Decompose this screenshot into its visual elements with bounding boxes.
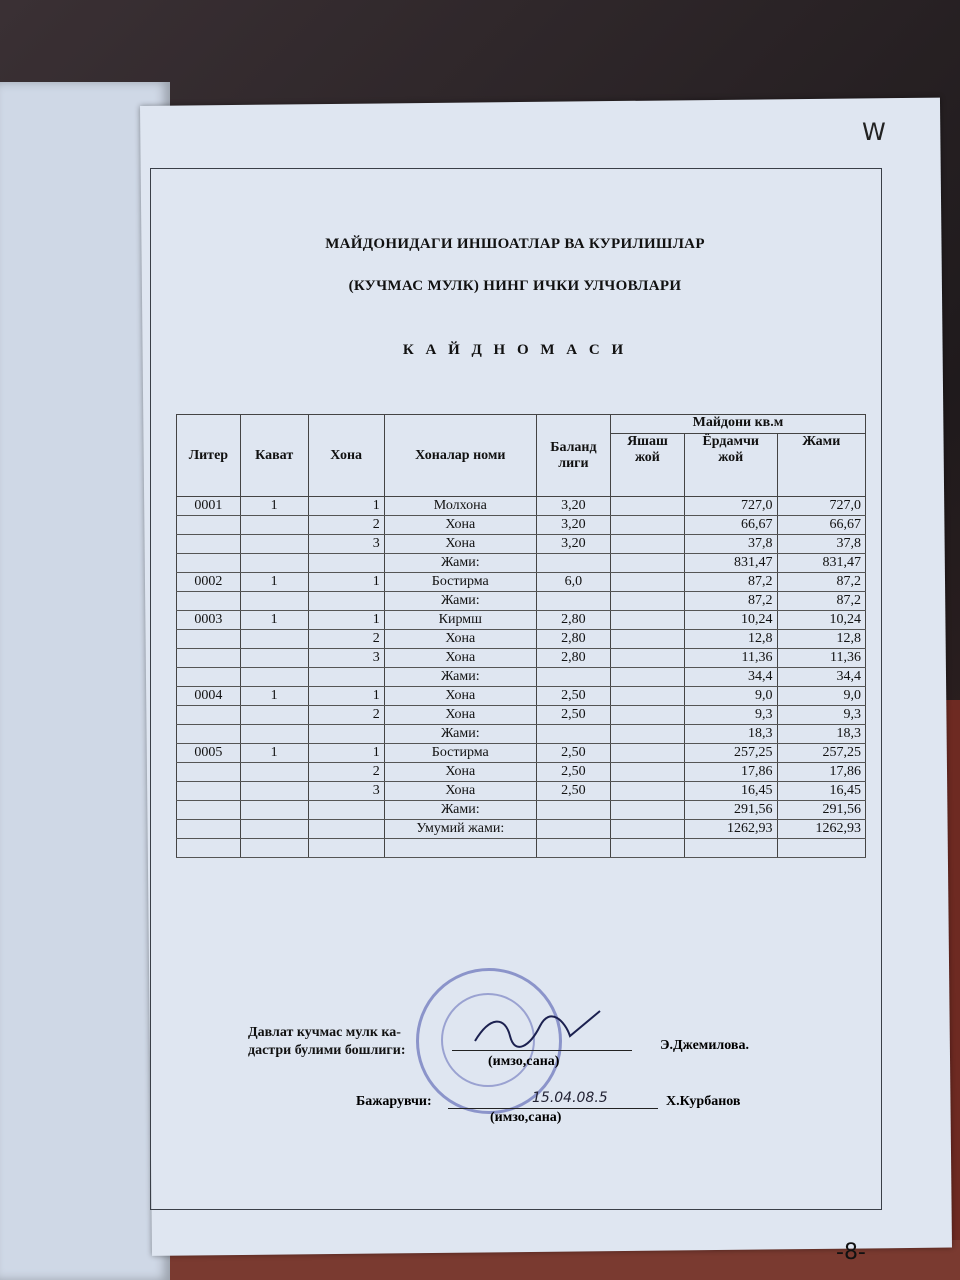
table-row	[177, 497, 866, 516]
cell-yord: 831,47	[684, 554, 777, 573]
cell-kavat	[240, 630, 308, 649]
cell-yord: 11,36	[684, 649, 777, 668]
cell-kavat: 1	[240, 744, 308, 763]
cell-yash	[610, 611, 684, 630]
cell-jami: 831,47	[777, 554, 866, 573]
cell-yord: 17,86	[684, 763, 777, 782]
header-xonalar-nomi: Хоналар номи	[384, 415, 536, 497]
table-row	[177, 516, 866, 535]
header-maydoni: Майдони кв.м	[610, 415, 865, 434]
cell-nomi: Бостирма	[384, 744, 536, 763]
title-line-3: К А Й Д Н О М А С И	[402, 342, 628, 358]
cell-kavat	[240, 592, 308, 611]
cell-bal: 2,80	[536, 630, 610, 649]
cell-yash	[610, 763, 684, 782]
cell-yord: 10,24	[684, 611, 777, 630]
cell-jami: 257,25	[777, 744, 866, 763]
cell-bal: 6,0	[536, 573, 610, 592]
cell-xona: 2	[308, 630, 384, 649]
table-row	[177, 839, 866, 858]
cell-bal: 2,50	[536, 782, 610, 801]
cell-xona: 3	[308, 649, 384, 668]
table-row	[177, 592, 866, 611]
cell-xona	[308, 801, 384, 820]
header-yashash: Яшаш жой	[610, 434, 684, 497]
cell-yash	[610, 668, 684, 687]
table-row	[177, 725, 866, 744]
cell-liter	[177, 763, 241, 782]
cell-jami: 291,56	[777, 801, 866, 820]
cell-bal	[536, 820, 610, 839]
cell-liter: 0002	[177, 573, 241, 592]
cell-xona	[308, 668, 384, 687]
cell-yord: 18,3	[684, 725, 777, 744]
cell-yord: 12,8	[684, 630, 777, 649]
cell-xona: 3	[308, 782, 384, 801]
cell-kavat	[240, 554, 308, 573]
header-xona: Хона	[308, 415, 384, 497]
cell-liter: 0005	[177, 744, 241, 763]
cell-bal	[536, 554, 610, 573]
cell-yash	[610, 497, 684, 516]
cell-xona: 1	[308, 497, 384, 516]
table-row	[177, 763, 866, 782]
cell-nomi: Хона	[384, 687, 536, 706]
signer-2-label: Бажарувчи:	[356, 1094, 432, 1109]
cell-bal: 3,20	[536, 535, 610, 554]
table-row	[177, 706, 866, 725]
cell-nomi: Жами:	[384, 554, 536, 573]
signer-1-caption: (имзо,сана)	[488, 1054, 560, 1069]
cell-jami: 37,8	[777, 535, 866, 554]
cell-liter	[177, 554, 241, 573]
cell-nomi: Жами:	[384, 592, 536, 611]
cell-kavat	[240, 516, 308, 535]
cell-jami: 12,8	[777, 630, 866, 649]
cell-yord: 87,2	[684, 592, 777, 611]
header-kavat: Кават	[240, 415, 308, 497]
cell-yord: 87,2	[684, 573, 777, 592]
cell-xona	[308, 554, 384, 573]
table-row	[177, 611, 866, 630]
cell-nomi: Хона	[384, 782, 536, 801]
cell-xona	[308, 839, 384, 858]
cell-nomi: Хона	[384, 763, 536, 782]
cell-kavat	[240, 706, 308, 725]
cell-liter	[177, 630, 241, 649]
cell-nomi: Хона	[384, 535, 536, 554]
cell-nomi: Умумий жами:	[384, 820, 536, 839]
cell-yash	[610, 535, 684, 554]
cell-jami: 1262,93	[777, 820, 866, 839]
cell-bal: 2,80	[536, 611, 610, 630]
table-row	[177, 668, 866, 687]
signer-2-caption: (имзо,сана)	[490, 1110, 562, 1125]
cell-yord: 34,4	[684, 668, 777, 687]
cell-xona: 1	[308, 687, 384, 706]
table-body	[177, 497, 866, 858]
cell-bal: 2,80	[536, 649, 610, 668]
table-row	[177, 554, 866, 573]
cell-liter	[177, 649, 241, 668]
header-yordamchi: Ёрдамчи жой	[684, 434, 777, 497]
cell-xona: 2	[308, 706, 384, 725]
cell-yord: 291,56	[684, 801, 777, 820]
cell-jami: 18,3	[777, 725, 866, 744]
signature-line-1	[452, 1050, 632, 1051]
cell-yord: 1262,93	[684, 820, 777, 839]
cell-jami: 87,2	[777, 573, 866, 592]
cell-liter	[177, 801, 241, 820]
cell-liter: 0004	[177, 687, 241, 706]
cell-yash	[610, 630, 684, 649]
cell-liter	[177, 592, 241, 611]
cell-nomi: Жами:	[384, 801, 536, 820]
cell-kavat	[240, 782, 308, 801]
signature-1	[470, 1006, 610, 1056]
signer-1-label-line-1: Давлат кучмас мулк ка-	[248, 1025, 401, 1040]
cell-yash	[610, 839, 684, 858]
table-row	[177, 801, 866, 820]
cell-xona	[308, 820, 384, 839]
corner-mark: W	[862, 118, 886, 146]
cell-kavat: 1	[240, 611, 308, 630]
header-jami: Жами	[777, 434, 866, 497]
signer-2-name: Х.Курбанов	[666, 1094, 741, 1109]
cell-jami: 9,0	[777, 687, 866, 706]
cell-bal	[536, 725, 610, 744]
cell-kavat	[240, 820, 308, 839]
cell-yord: 727,0	[684, 497, 777, 516]
cell-liter	[177, 668, 241, 687]
cell-yord: 37,8	[684, 535, 777, 554]
cell-yash	[610, 706, 684, 725]
cell-jami: 16,45	[777, 782, 866, 801]
cell-yash	[610, 782, 684, 801]
cell-liter	[177, 535, 241, 554]
cell-liter	[177, 820, 241, 839]
cell-jami: 34,4	[777, 668, 866, 687]
cell-jami: 11,36	[777, 649, 866, 668]
cell-yord: 9,3	[684, 706, 777, 725]
cell-yord: 66,67	[684, 516, 777, 535]
table-row	[177, 630, 866, 649]
header-balandligi: Баланд лиги	[536, 415, 610, 497]
cell-liter	[177, 516, 241, 535]
cell-liter	[177, 839, 241, 858]
cell-liter	[177, 725, 241, 744]
cell-xona: 1	[308, 744, 384, 763]
cell-yash	[610, 820, 684, 839]
cell-kavat	[240, 668, 308, 687]
cell-nomi: Кирмш	[384, 611, 536, 630]
cell-yord	[684, 839, 777, 858]
cell-kavat	[240, 839, 308, 858]
cell-jami: 727,0	[777, 497, 866, 516]
signer-2-date: 15.04.08.5	[532, 1090, 608, 1106]
table-row	[177, 649, 866, 668]
measurements-table	[176, 414, 866, 858]
cell-yash	[610, 725, 684, 744]
title-line-2: (КУЧМАС МУЛК) НИНГ ИЧКИ УЛЧОВЛАРИ	[348, 278, 682, 294]
table-row	[177, 820, 866, 839]
cell-bal	[536, 668, 610, 687]
signature-line-2	[448, 1108, 658, 1109]
cell-kavat: 1	[240, 497, 308, 516]
cell-nomi: Хона	[384, 630, 536, 649]
cell-bal	[536, 839, 610, 858]
cell-kavat	[240, 725, 308, 744]
cell-kavat: 1	[240, 573, 308, 592]
cell-nomi: Хона	[384, 706, 536, 725]
cell-yord: 9,0	[684, 687, 777, 706]
cell-bal: 2,50	[536, 744, 610, 763]
page-number: -8-	[836, 1240, 866, 1265]
cell-xona: 2	[308, 763, 384, 782]
table-row	[177, 744, 866, 763]
cell-jami	[777, 839, 866, 858]
cell-jami: 10,24	[777, 611, 866, 630]
cell-jami: 17,86	[777, 763, 866, 782]
cell-yash	[610, 801, 684, 820]
cell-kavat: 1	[240, 687, 308, 706]
cell-jami: 66,67	[777, 516, 866, 535]
cell-jami: 9,3	[777, 706, 866, 725]
cell-kavat	[240, 535, 308, 554]
cell-liter	[177, 706, 241, 725]
cell-nomi: Хона	[384, 516, 536, 535]
cell-xona: 1	[308, 611, 384, 630]
cell-yord: 16,45	[684, 782, 777, 801]
table-row	[177, 573, 866, 592]
cell-bal: 2,50	[536, 687, 610, 706]
cell-yash	[610, 592, 684, 611]
header-liter: Литер	[177, 415, 241, 497]
cell-xona: 1	[308, 573, 384, 592]
cell-xona: 2	[308, 516, 384, 535]
signer-1-label	[248, 1024, 405, 1060]
cell-nomi: Бостирма	[384, 573, 536, 592]
cell-bal: 3,20	[536, 516, 610, 535]
table-row	[177, 687, 866, 706]
cell-liter: 0001	[177, 497, 241, 516]
table-row	[177, 782, 866, 801]
cell-yash	[610, 554, 684, 573]
cell-bal: 2,50	[536, 763, 610, 782]
cell-xona: 3	[308, 535, 384, 554]
cell-kavat	[240, 801, 308, 820]
signer-1-label-line-2: дастри булими бошлиги:	[248, 1043, 406, 1058]
cell-bal: 3,20	[536, 497, 610, 516]
cell-jami: 87,2	[777, 592, 866, 611]
cell-nomi: Жами:	[384, 725, 536, 744]
cell-nomi: Хона	[384, 649, 536, 668]
cell-xona	[308, 592, 384, 611]
cell-yash	[610, 649, 684, 668]
cell-yord: 257,25	[684, 744, 777, 763]
title-line-1: МАЙДОНИДАГИ ИНШОАТЛАР ВА КУРИЛИШЛАР	[325, 236, 705, 252]
cell-kavat	[240, 763, 308, 782]
cell-yash	[610, 573, 684, 592]
cell-yash	[610, 687, 684, 706]
cell-bal: 2,50	[536, 706, 610, 725]
cell-yash	[610, 516, 684, 535]
signer-1-name: Э.Джемилова.	[660, 1038, 749, 1053]
table-row	[177, 535, 866, 554]
cell-bal	[536, 592, 610, 611]
cell-yash	[610, 744, 684, 763]
cell-bal	[536, 801, 610, 820]
cell-liter	[177, 782, 241, 801]
cell-nomi	[384, 839, 536, 858]
cell-kavat	[240, 649, 308, 668]
cell-nomi: Молхона	[384, 497, 536, 516]
cell-liter: 0003	[177, 611, 241, 630]
cell-nomi: Жами:	[384, 668, 536, 687]
cell-xona	[308, 725, 384, 744]
